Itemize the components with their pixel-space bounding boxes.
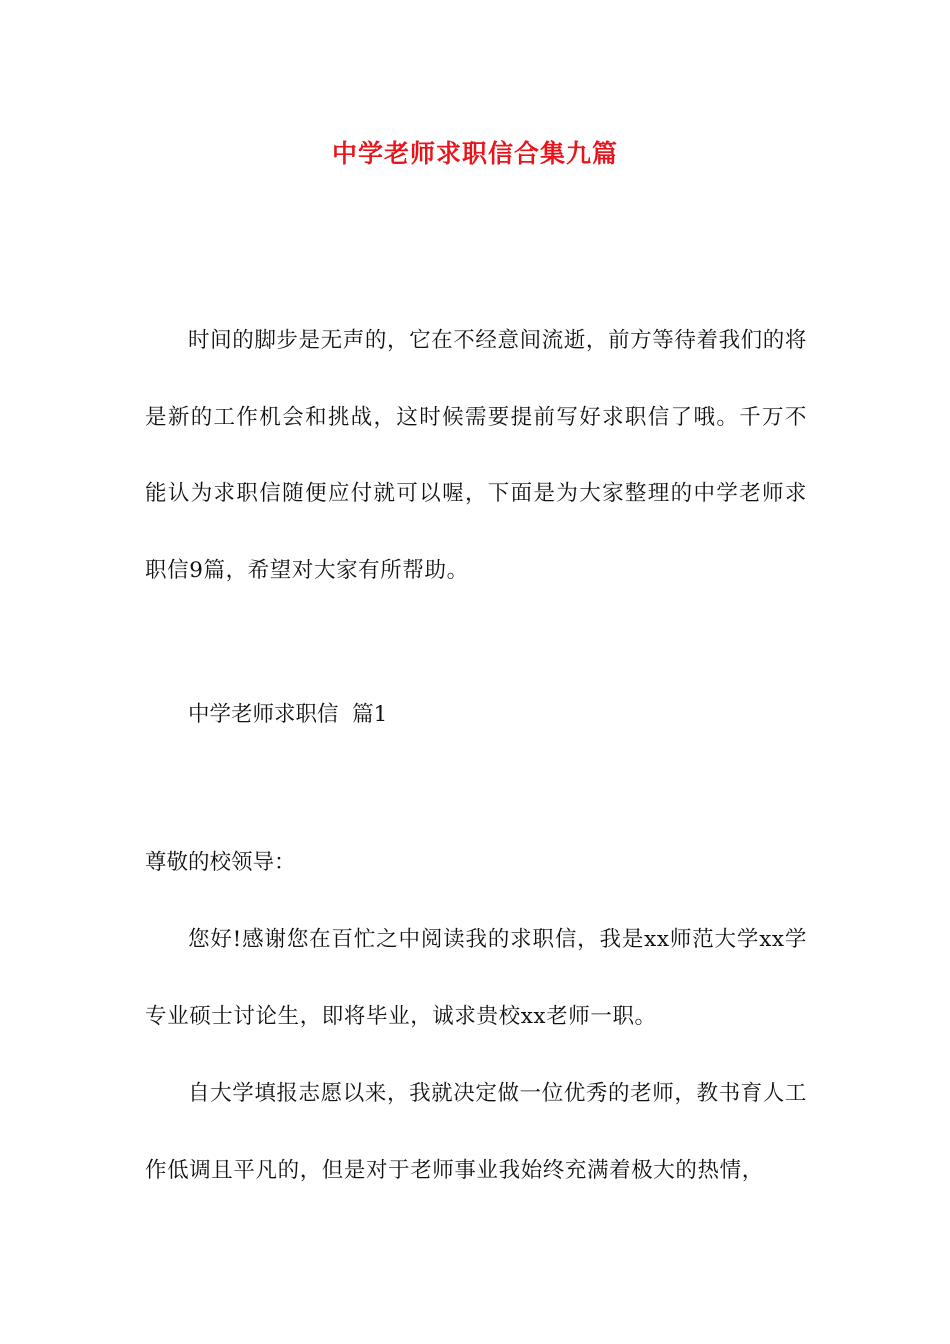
intro-paragraph: 时间的脚步是无声的，它在不经意间流逝，前方等待着我们的将是新的工作机会和挑战，这时候需要提前写好求职信了哦。千万不能认为求职信随便应付就可以喔，下面是为大家整理的中学老师求职信9篇，希望对大家有所帮助。 <box>145 328 807 583</box>
body-paragraph: 自大学填报志愿以来，我就决定做一位优秀的老师，教书育人工作低调且平凡的，但是对于老师事业我始终充满着极大的热情， <box>145 1081 807 1183</box>
document-title: 中学老师求职信合集九篇 <box>331 139 618 168</box>
section-heading: 中学老师求职信 篇1 <box>188 702 388 727</box>
salutation: 尊敬的校领导： <box>145 850 296 875</box>
body-paragraph: 您好!感谢您在百忙之中阅读我的求职信，我是xx师范大学xx学专业硕士讨论生，即将毕业，诚求贵校xx老师一职。 <box>145 927 807 1029</box>
